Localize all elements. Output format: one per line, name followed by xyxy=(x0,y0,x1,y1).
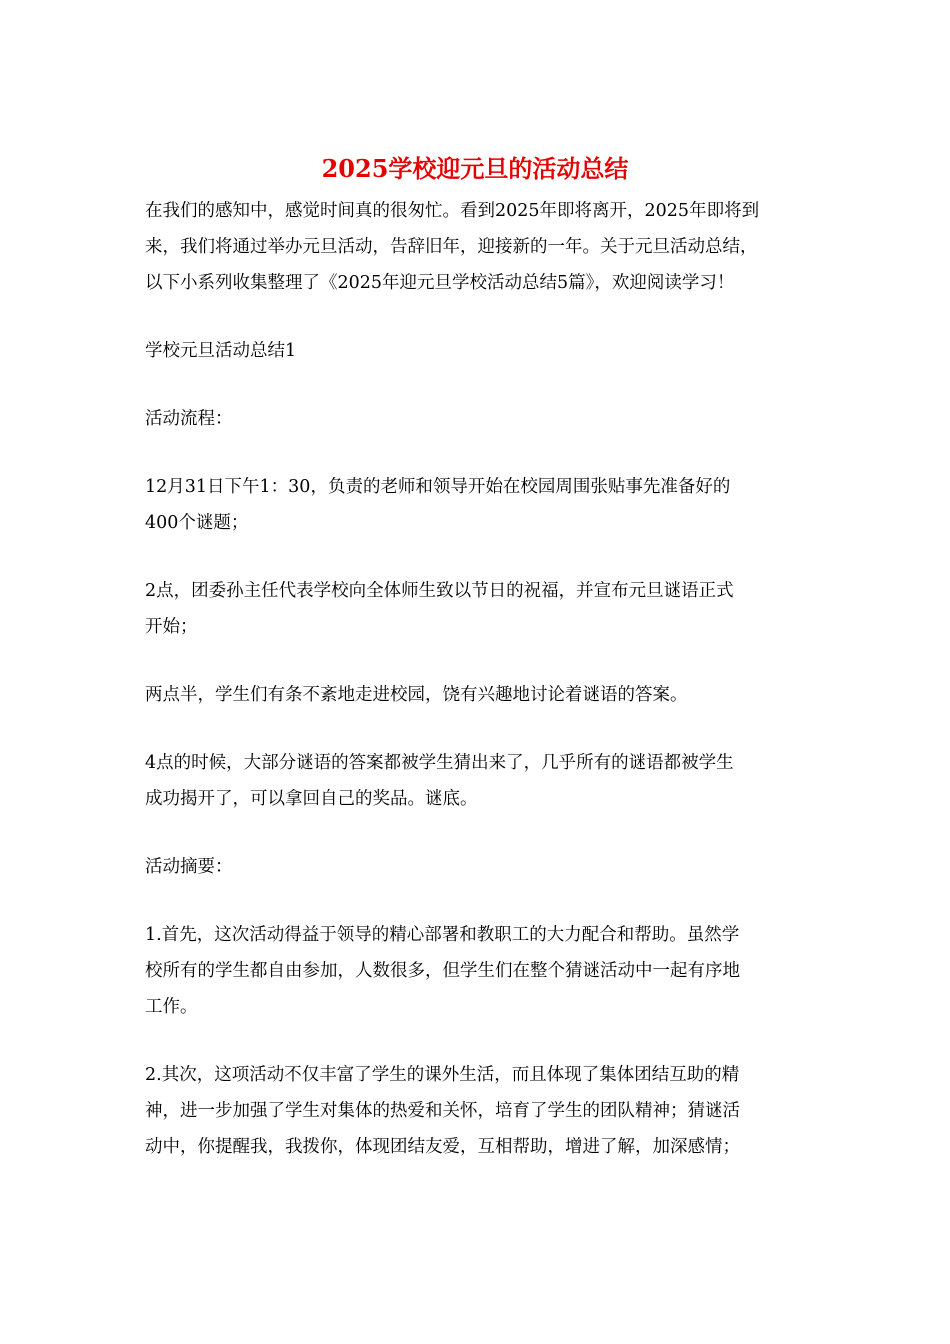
paragraph xyxy=(145,745,805,817)
paragraph-line: 学校元旦活动总结1 xyxy=(145,341,297,361)
paragraph xyxy=(145,333,805,369)
paragraph-spacer xyxy=(145,817,805,849)
paragraph xyxy=(145,469,805,541)
paragraph xyxy=(145,193,805,301)
paragraph-line: 400个谜题； xyxy=(145,513,249,533)
paragraph-spacer xyxy=(145,437,805,469)
paragraph-line: 动中，你提醒我，我拨你，体现团结友爱，互相帮助，增进了解，加深感情； xyxy=(145,1137,740,1157)
paragraph-line: 来，我们将通过举办元旦活动，告辞旧年，迎接新的一年。关于元旦活动总结， xyxy=(145,237,758,257)
paragraph xyxy=(145,677,805,713)
paragraph-line: 1.首先，这次活动得益于领导的精心部署和教职工的大力配合和帮助。虽然学 xyxy=(145,925,740,945)
paragraph-spacer xyxy=(145,645,805,677)
paragraph-line: 成功揭开了，可以拿回自己的奖品。谜底。 xyxy=(145,789,478,809)
paragraph-line: 神，进一步加强了学生对集体的热爱和关怀，培育了学生的团队精神；猜谜活 xyxy=(145,1101,740,1121)
document-body xyxy=(145,193,805,1165)
paragraph-line: 校所有的学生都自由参加，人数很多，但学生们在整个猜谜活动中一起有序地 xyxy=(145,961,740,981)
paragraph-line: 活动摘要： xyxy=(145,857,233,877)
paragraph-spacer xyxy=(145,1025,805,1057)
paragraph-line: 工作。 xyxy=(145,997,198,1017)
paragraph-line: 开始； xyxy=(145,617,198,637)
paragraph-spacer xyxy=(145,301,805,333)
paragraph-spacer xyxy=(145,713,805,745)
paragraph-line: 以下小系列收集整理了《2025年迎元旦学校活动总结5篇》，欢迎阅读学习！ xyxy=(145,273,735,293)
paragraph-line: 两点半，学生们有条不紊地走进校园，饶有兴趣地讨论着谜语的答案。 xyxy=(145,685,688,705)
paragraph xyxy=(145,573,805,645)
paragraph xyxy=(145,1057,805,1165)
document-title: 2025学校迎元旦的活动总结 xyxy=(321,154,629,183)
paragraph xyxy=(145,401,805,437)
paragraph-spacer xyxy=(145,541,805,573)
paragraph-line: 2点，团委孙主任代表学校向全体师生致以节日的祝福，并宣布元旦谜语正式 xyxy=(145,581,734,601)
paragraph-line: 在我们的感知中，感觉时间真的很匆忙。看到2025年即将离开，2025年即将到 xyxy=(145,201,760,221)
paragraph xyxy=(145,917,805,1025)
paragraph-spacer xyxy=(145,369,805,401)
paragraph-line: 12月31日下午1：30，负责的老师和领导开始在校园周围张贴事先准备好的 xyxy=(145,477,731,497)
paragraph-line: 2.其次，这项活动不仅丰富了学生的课外生活，而且体现了集体团结互助的精 xyxy=(145,1065,740,1085)
paragraph-spacer xyxy=(145,885,805,917)
paragraph-line: 4点的时候，大部分谜语的答案都被学生猜出来了，几乎所有的谜语都被学生 xyxy=(145,753,734,773)
paragraph xyxy=(145,849,805,885)
paragraph-line: 活动流程： xyxy=(145,409,233,429)
